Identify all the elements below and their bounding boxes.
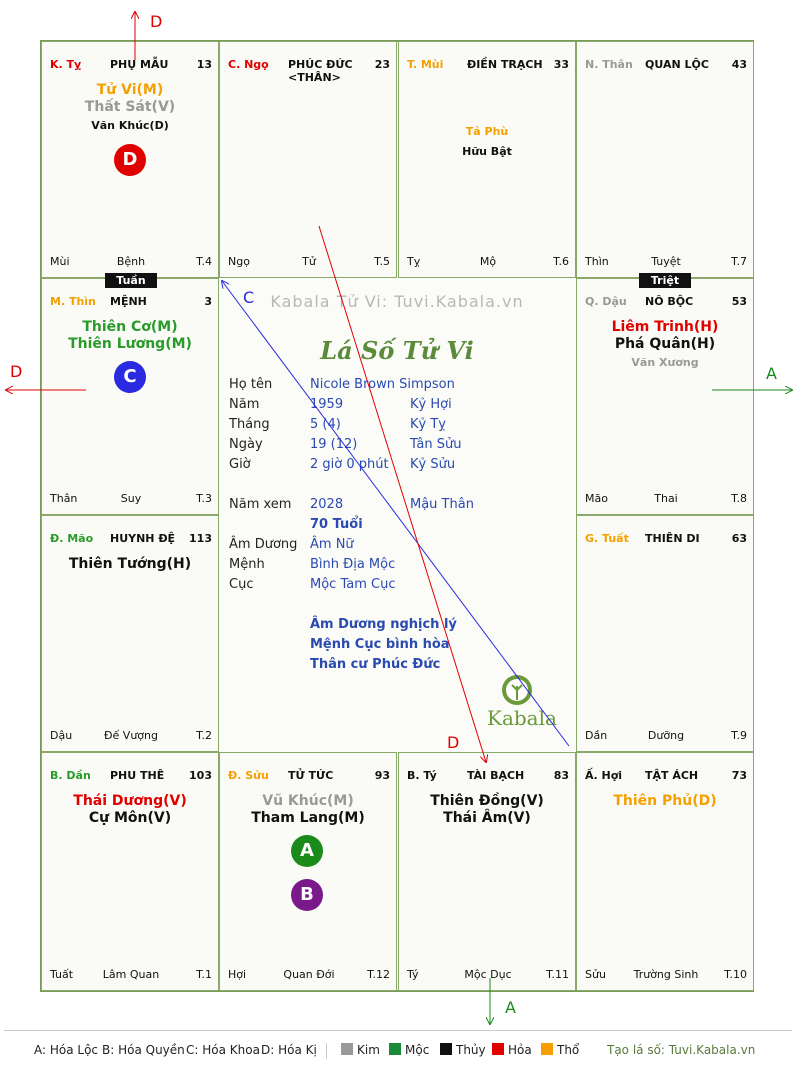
label-d-top: D — [150, 12, 163, 31]
hoa-khoa-marker: C — [114, 361, 146, 393]
palace-number: 73 — [731, 769, 747, 782]
main-star: Liêm Trinh(H) — [611, 319, 719, 335]
watermark: Kabala Tử Vi: Tuvi.Kabala.vn — [270, 292, 524, 311]
footer-term: T.9 — [731, 729, 747, 742]
footer-term: T.12 — [367, 968, 390, 981]
main-star: Thái Âm(V) — [443, 810, 531, 826]
palace-name: PHÚC ĐỨC <THÂN> — [288, 58, 353, 84]
footer-term: T.4 — [196, 255, 212, 268]
footer-term: T.3 — [196, 492, 212, 505]
main-star: Vũ Khúc(M) — [262, 793, 354, 809]
footer-branch: Thân — [50, 492, 78, 505]
kabala-logo: Kabala — [487, 706, 557, 730]
legend-c: C: Hóa Khoa — [186, 1043, 260, 1057]
footer-branch: Hợi — [228, 968, 247, 981]
kim-swatch — [341, 1043, 353, 1055]
footer-stage: Quan Đới — [283, 968, 335, 981]
chart-title: Lá Số Tử Vi — [320, 336, 474, 365]
footer-stage: Tuyệt — [651, 255, 681, 268]
main-star: Phá Quân(H) — [614, 336, 716, 352]
main-star: Thiên Tướng(H) — [68, 556, 192, 572]
footer-stage: Đế Vượng — [104, 729, 158, 742]
info-key: Tháng — [229, 417, 270, 432]
palace-branch: B. Tý — [407, 769, 437, 782]
tuan-tag: Tuần — [105, 273, 157, 288]
arrow-c-line — [222, 281, 569, 746]
label-d-left: D — [10, 362, 23, 381]
palace-branch: Ấ. Hợi — [585, 769, 623, 782]
main-star: Thiên Đồng(V) — [430, 793, 544, 809]
main-star: Thất Sát(V) — [84, 99, 176, 115]
palace-number: 83 — [553, 769, 569, 782]
footer-stage: Suy — [120, 492, 142, 505]
palace-name: QUAN LỘC — [645, 58, 709, 71]
legend-a: A: Hóa Lộc — [34, 1043, 99, 1057]
palace-number: 103 — [189, 769, 212, 782]
main-star: Tử Vi(M) — [96, 82, 164, 98]
info-key: Giờ — [229, 457, 251, 472]
info-key: Năm xem — [229, 497, 292, 512]
info-value: Mộc Tam Cục — [310, 577, 396, 592]
summary-note: Thân cư Phúc Đức — [310, 657, 441, 672]
summary-note: Âm Dương nghịch lý — [310, 617, 457, 632]
palace-branch: N. Thân — [585, 58, 633, 71]
footer-term: T.8 — [731, 492, 747, 505]
main-star: Cự Môn(V) — [88, 810, 172, 826]
palace-branch: Đ. Mão — [50, 532, 94, 545]
label-c-line: C — [243, 288, 255, 307]
palace-number: 43 — [731, 58, 747, 71]
footer-branch: Dần — [585, 729, 608, 742]
palace-name: TÀI BẠCH — [467, 769, 525, 782]
palace-name: PHU THÊ — [110, 769, 165, 782]
hoa-loc-marker: A — [291, 835, 323, 867]
palace-number: 113 — [189, 532, 212, 545]
tho-swatch — [541, 1043, 553, 1055]
palace-branch: K. Tỵ — [50, 58, 82, 71]
legend-divider — [4, 1030, 792, 1031]
palace-branch: M. Thìn — [50, 295, 96, 308]
main-star: Thiên Lương(M) — [68, 336, 192, 352]
info-key: Cục — [229, 577, 254, 592]
footer-term: T.6 — [553, 255, 569, 268]
minor-star: Hữu Bật — [462, 145, 512, 158]
palace-number: 23 — [374, 58, 390, 71]
palace-number: 3 — [204, 295, 212, 308]
footer-term: T.7 — [731, 255, 747, 268]
legend — [0, 1040, 796, 1062]
palace-number: 93 — [374, 769, 390, 782]
palace-name: ĐIỀN TRẠCH — [467, 58, 543, 71]
hoa-swatch — [492, 1043, 504, 1055]
footer-branch: Sửu — [585, 968, 606, 981]
info-value-2: Mậu Thân — [410, 497, 474, 512]
palace-branch: T. Mùi — [407, 58, 444, 71]
label-a-bottom: A — [505, 998, 516, 1017]
info-value-2: Kỷ Hợi — [410, 397, 452, 412]
info-value-2: Kỷ Sửu — [410, 457, 456, 472]
footer-branch: Mùi — [50, 255, 70, 268]
footer-stage: Mộ — [479, 255, 497, 268]
footer-stage: Mộc Dục — [464, 968, 512, 981]
legend-site: Tạo lá số: Tuvi.Kabala.vn — [607, 1043, 756, 1057]
footer-branch: Ngọ — [228, 255, 250, 268]
palace-branch: C. Ngọ — [228, 58, 269, 71]
info-value: Bình Địa Mộc — [310, 557, 396, 572]
info-value: 19 (12) — [310, 437, 358, 452]
legend-thuy: Thủy — [440, 1043, 486, 1057]
palace-name: TẬT ÁCH — [645, 769, 699, 782]
minor-star: Văn Khúc(D) — [91, 119, 169, 132]
main-star: Thái Dương(V) — [73, 793, 187, 809]
footer-stage: Bệnh — [116, 255, 146, 268]
info-key: Mệnh — [229, 557, 265, 572]
label-a-right: A — [766, 364, 777, 383]
legend-b: B: Hóa Quyền — [102, 1043, 185, 1057]
palace-name: TỬ TỨC — [288, 769, 334, 782]
info-value-2: Tân Sửu — [410, 437, 462, 452]
footer-branch: Thìn — [585, 255, 609, 268]
info-value: 5 (4) — [310, 417, 341, 432]
legend-d: D: Hóa Kị — [261, 1043, 317, 1057]
footer-term: T.2 — [196, 729, 212, 742]
palace-name: MỆNH — [110, 295, 147, 308]
info-key: Âm Dương — [229, 537, 298, 552]
info-key: Họ tên — [229, 377, 273, 392]
footer-branch: Dậu — [50, 729, 73, 742]
legend-sep — [326, 1043, 327, 1059]
info-key: Năm — [229, 397, 260, 412]
info-value: 2 giờ 0 phút — [310, 457, 389, 472]
hoa-ki-marker: D — [114, 144, 146, 176]
label-d-line: D — [447, 733, 460, 752]
palace-branch: Đ. Sửu — [228, 769, 269, 782]
info-value-2: Kỷ Tỵ — [410, 417, 446, 432]
minor-star: Tả Phù — [465, 125, 509, 138]
footer-branch: Mão — [585, 492, 608, 505]
info-key: Ngày — [229, 437, 263, 452]
legend-hoa: Hỏa — [492, 1043, 532, 1057]
info-value: 70 Tuổi — [310, 517, 363, 532]
moc-swatch — [389, 1043, 401, 1055]
legend-moc: Mộc — [389, 1043, 429, 1057]
footer-term: T.5 — [374, 255, 390, 268]
footer-stage: Thai — [654, 492, 678, 505]
summary-note: Mệnh Cục bình hòa — [310, 637, 450, 652]
palace-name: NÔ BỘC — [645, 295, 694, 308]
footer-stage: Trường Sinh — [633, 968, 699, 981]
info-value: 2028 — [310, 497, 344, 512]
palace-name: HUYNH ĐỆ — [110, 532, 176, 545]
palace-number: 53 — [731, 295, 747, 308]
palace-branch: B. Dần — [50, 769, 91, 782]
palace-branch: Q. Dậu — [585, 295, 627, 308]
palace-branch: G. Tuất — [585, 532, 629, 545]
main-star: Thiên Phủ(D) — [613, 793, 717, 809]
legend-tho: Thổ — [541, 1043, 579, 1057]
minor-star: Văn Xương — [631, 356, 699, 369]
footer-term: T.10 — [724, 968, 747, 981]
legend-kim: Kim — [341, 1043, 380, 1057]
footer-branch: Tý — [407, 968, 419, 981]
palace-name: PHỤ MẪU — [110, 58, 169, 71]
info-value: 1959 — [310, 397, 344, 412]
footer-term: T.11 — [546, 968, 569, 981]
main-star: Thiên Cơ(M) — [82, 319, 178, 335]
footer-stage: Dưỡng — [647, 729, 685, 742]
footer-stage: Tử — [302, 255, 316, 268]
triet-tag: Triệt — [639, 273, 691, 288]
info-value: Âm Nữ — [310, 537, 354, 552]
palace-number: 33 — [553, 58, 569, 71]
thuy-swatch — [440, 1043, 452, 1055]
hoa-quyen-marker: B — [291, 879, 323, 911]
footer-term: T.1 — [196, 968, 212, 981]
footer-branch: Tuất — [50, 968, 74, 981]
palace-number: 13 — [196, 58, 212, 71]
palace-name: THIÊN DI — [645, 532, 700, 545]
footer-branch: Tỵ — [407, 255, 421, 268]
palace-number: 63 — [731, 532, 747, 545]
footer-stage: Lâm Quan — [102, 968, 160, 981]
arrow-d-line — [319, 226, 486, 762]
info-value: Nicole Brown Simpson — [310, 377, 455, 392]
main-star: Tham Lang(M) — [251, 810, 365, 826]
